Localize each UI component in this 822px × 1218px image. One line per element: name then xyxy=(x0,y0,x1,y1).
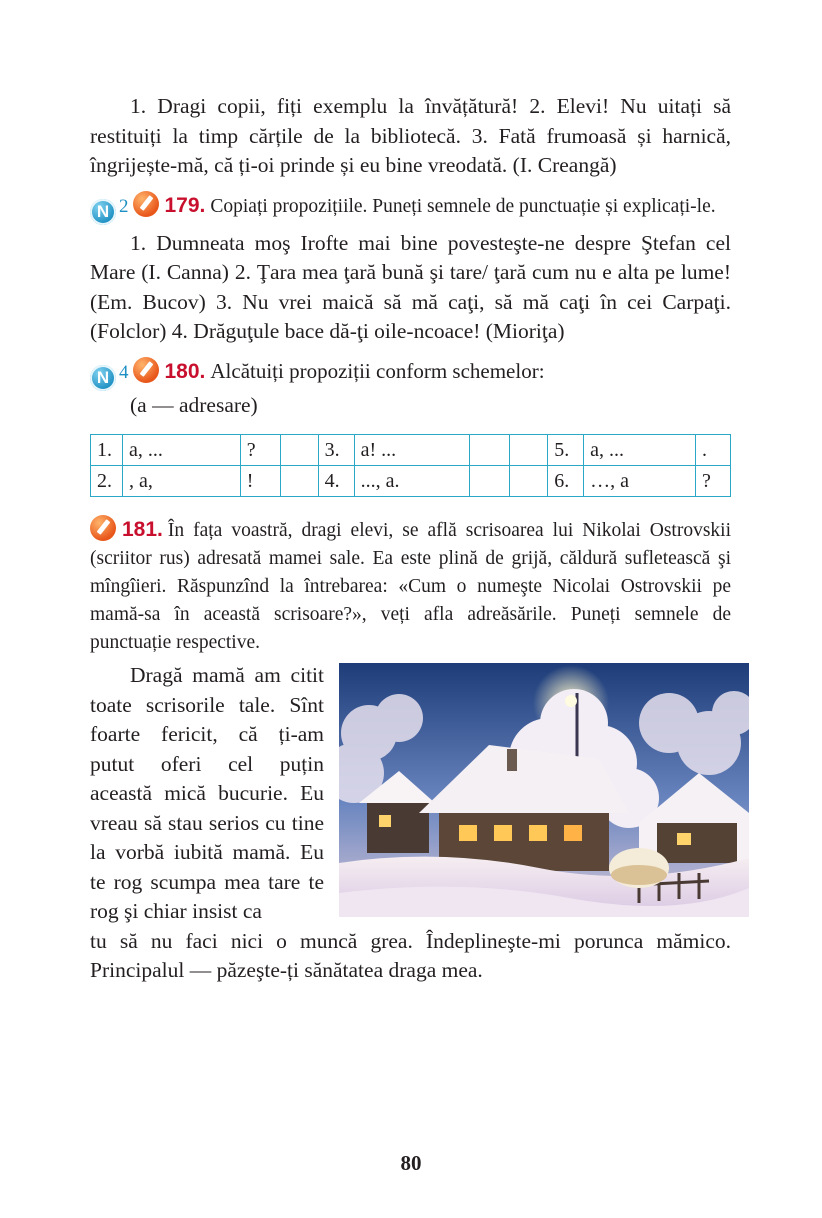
schema-cell xyxy=(280,466,318,497)
schema-cell xyxy=(510,466,548,497)
schema-row xyxy=(91,435,731,466)
schema-cell: 6. xyxy=(548,466,584,497)
letter-text-part1: Dragă mamă am citit toate scrisorile tale. Sînt foarte fericit, că ți-am putut oferi cel puțin această mică bucurie. Eu vreau să stau serios cu tine la vorbă iubită mamă. Eu te rog scumpa mea tare te rog şi chiar insist ca xyxy=(90,663,324,923)
task-180-header xyxy=(90,357,731,391)
schema-cell: 1. xyxy=(91,435,123,466)
schema-cell: ! xyxy=(240,466,280,497)
schema-cell: 2. xyxy=(91,466,123,497)
schema-table xyxy=(90,434,731,497)
schema-cell: ? xyxy=(695,466,730,497)
schema-cell: ..., a. xyxy=(354,466,470,497)
task-181-number: 181. xyxy=(122,518,163,541)
pencil-icon xyxy=(133,357,159,383)
schema-cell: , a, xyxy=(122,466,240,497)
schema-cell: a! ... xyxy=(354,435,470,466)
schema-cell xyxy=(510,435,548,466)
schema-cell: a, ... xyxy=(584,435,696,466)
schema-row xyxy=(91,466,731,497)
schema-cell xyxy=(470,466,510,497)
page-number: 80 xyxy=(400,1151,422,1175)
task-180-instruction: Alcătuiți propoziții conform schemelor: xyxy=(210,358,545,383)
schema-cell xyxy=(470,435,510,466)
textbook-page xyxy=(90,92,731,986)
schema-cell: 3. xyxy=(318,435,354,466)
task-179-text: 1. Dumneata moş Irofte mai bine povesteşte-ne despre Ştefan cel Mare (I. Canna) 2. Ţara mea ţară bună şi tare/ ţară cum nu e alta pe lume! (Em. Bucov) 3. Nu vrei maică să mă caţi, să mă caţi în cei Carpaţi. (Folclor) 4. Drăguţule bace dă-ţi oile-ncoace! (Mioriţa) xyxy=(90,230,731,343)
level-n-icon: N xyxy=(90,199,116,225)
schema-cell: 5. xyxy=(548,435,584,466)
letter-area xyxy=(90,661,731,927)
pencil-icon xyxy=(133,191,159,217)
winter-village-illustration xyxy=(339,663,749,917)
task-180-legend: (a — adresare) xyxy=(130,392,258,417)
schema-cell: . xyxy=(695,435,730,466)
task-181-header xyxy=(90,515,731,657)
task-179-level: 2 xyxy=(119,195,129,217)
task-179-number: 179. xyxy=(164,193,206,217)
schema-cell xyxy=(280,435,318,466)
task-179-header xyxy=(90,191,731,225)
task-180-level: 4 xyxy=(119,361,129,383)
schema-cell: a, ... xyxy=(122,435,240,466)
intro-paragraph: 1. Dragi copii, fiți exemplu la învățătură! 2. Elevi! Nu uitați să restituiți la timp cărțile de la bibliotecă. 3. Fată frumoasă și harnică, îngrijește-mă, că ți-oi prinde și eu bine vreodată. (I. Creangă) xyxy=(90,94,731,177)
letter-text-part2: tu să nu faci nici o muncă grea. Îndeplineşte-mi porunca mămico. Principalul — păzeşte-ți sănătatea draga mea. xyxy=(90,928,731,982)
task-181-instruction: În fața voastră, dragi elevi, se află scrisoarea lui Nikolai Ostrovskii (scriitor rus) adresată mamei sale. Ea este plină de grijă, căldură sufletească şi mîngîieri. Răspunzînd la întrebarea: «Cum o numeşte Nicolai Ostrovskii pe mamă-sa în această scrisoare?», veți afla adreăsările. Puneți semnele de punctuație respective. xyxy=(90,520,731,653)
task-180-number: 180. xyxy=(164,359,206,383)
schema-cell: …, a xyxy=(584,466,696,497)
task-179-instruction: Copiați propozițiile. Puneți semnele de punctuație și explicați-le. xyxy=(210,195,716,217)
schema-cell: 4. xyxy=(318,466,354,497)
schema-cell: ? xyxy=(240,435,280,466)
pencil-icon xyxy=(90,515,116,541)
level-n-icon: N xyxy=(90,365,116,391)
